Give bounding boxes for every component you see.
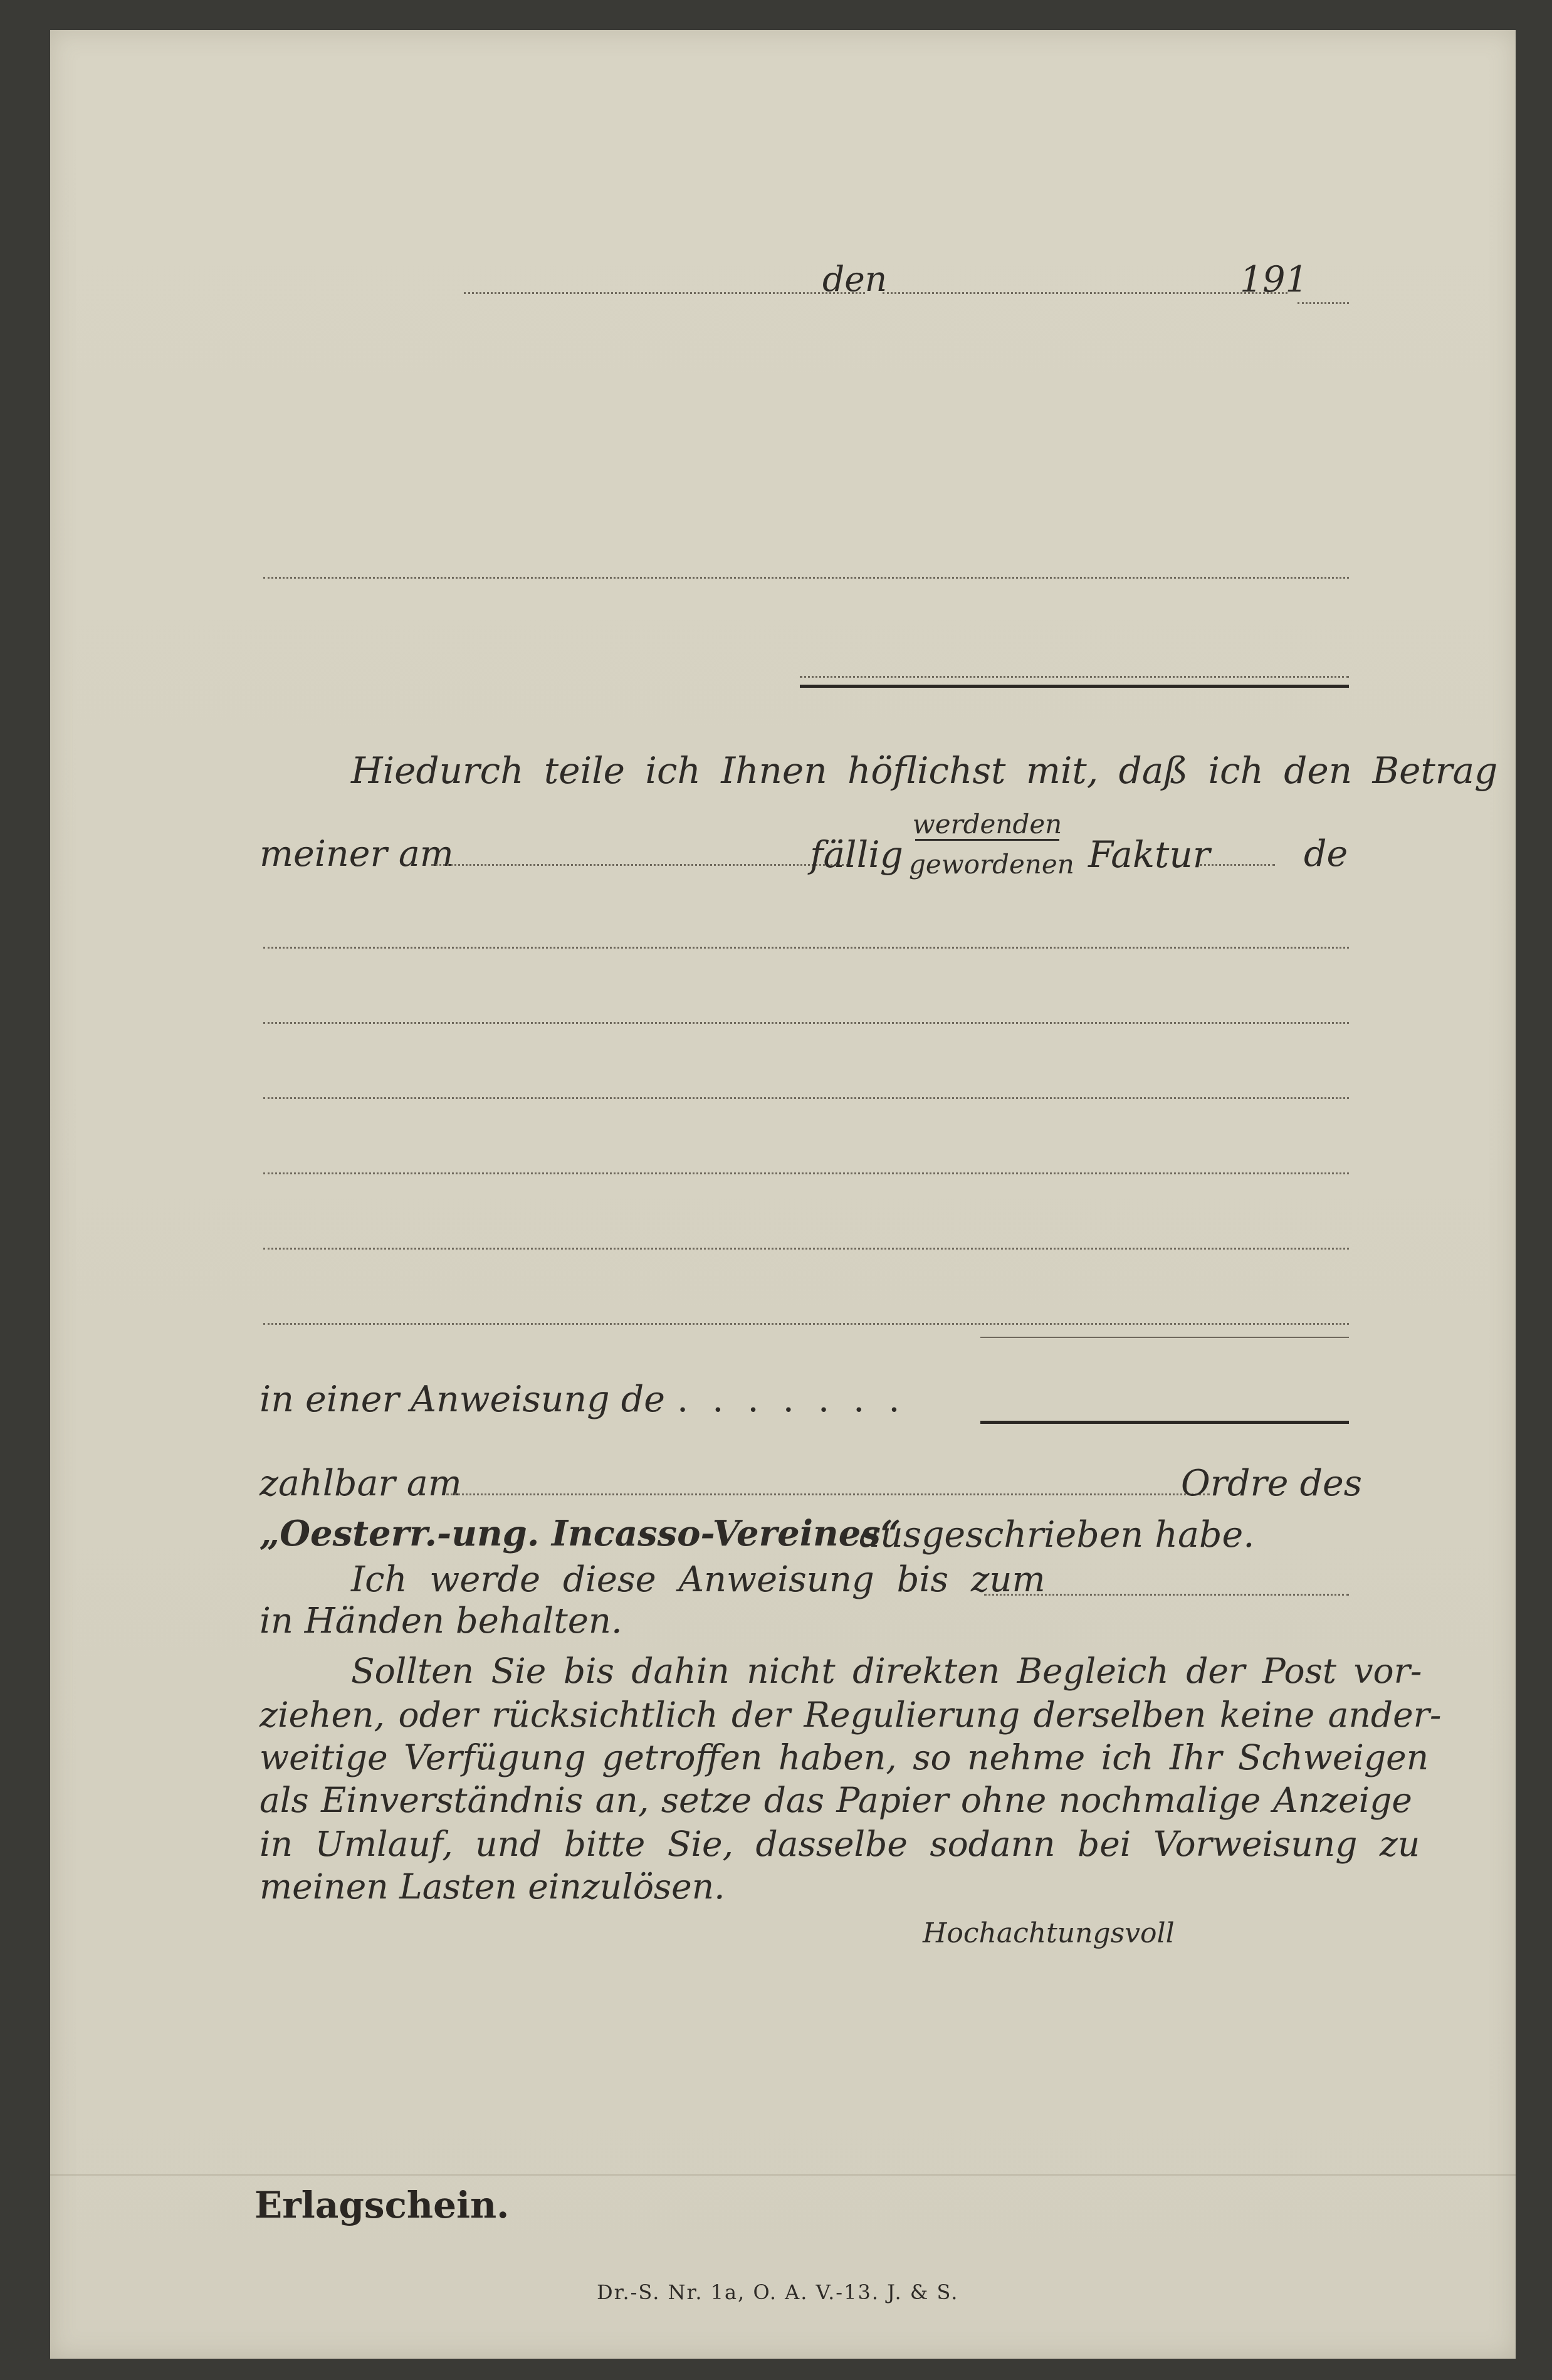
address-underline	[800, 685, 1349, 688]
blank-line-5[interactable]	[263, 1248, 1349, 1250]
zahlbar-date-field[interactable]	[446, 1493, 1210, 1495]
werdenden-label: werdenden	[912, 809, 1062, 840]
faktur-date-field[interactable]	[431, 864, 849, 866]
blank-line-6[interactable]	[263, 1323, 1349, 1325]
form-sheet	[50, 30, 1516, 2359]
paragraph-line-4: als Einverständnis an, setze das Papier ohne nochmalige Anzeige	[260, 1780, 1412, 1820]
fraction-bar	[915, 839, 1059, 841]
zahlbar-am-label: zahlbar am	[260, 1463, 462, 1504]
fold-crease	[50, 2174, 1516, 2176]
year-prefix-label: 191	[1240, 259, 1308, 300]
date-den-label: den	[822, 259, 888, 299]
paragraph-line-3: weitige Verfügung getroffen haben, so nehme ich Ihr Schweigen	[260, 1737, 1429, 1777]
address-line-1[interactable]	[263, 577, 1349, 579]
anweisung-label: in einer Anweisung de	[260, 1379, 665, 1420]
ich-werde-text: Ich werde diese Anweisung bis zum	[351, 1559, 1046, 1600]
faktur-label: Faktur	[1088, 833, 1210, 876]
intro-line: Hiedurch teile ich Ihnen höflichst mit, daß ich den Betrag	[351, 749, 1498, 792]
date-field[interactable]	[883, 292, 1287, 294]
verein-name: „Oesterr.-ung. Incasso-Vereines“	[260, 1513, 901, 1554]
faktur-number-field[interactable]	[1200, 864, 1275, 866]
blank-line-3[interactable]	[263, 1097, 1349, 1099]
paragraph-line-1: Sollten Sie bis dahin nicht direkten Begleich der Post vor-	[351, 1651, 1422, 1691]
erlagschein-title: Erlagschein.	[254, 2184, 510, 2226]
blank-line-4[interactable]	[263, 1172, 1349, 1174]
bis-zum-field[interactable]	[984, 1594, 1349, 1596]
place-field[interactable]	[464, 292, 865, 294]
haenden-text: in Händen behalten.	[260, 1601, 622, 1641]
blank-line-2[interactable]	[263, 1022, 1349, 1024]
blank-line-1[interactable]	[263, 947, 1349, 949]
paragraph-line-2: ziehen, oder rücksichtlich der Regulierung derselben keine ander-	[260, 1695, 1442, 1735]
faellig-label: fällig	[810, 833, 903, 876]
amount-upper-line	[980, 1337, 1349, 1338]
ordre-des-label: Ordre des	[1181, 1463, 1363, 1504]
de-label: de	[1304, 833, 1348, 875]
gewordenen-label: gewordenen	[909, 849, 1074, 880]
meiner-am-label: meiner am	[260, 833, 454, 875]
closing-text: Hochachtungsvoll	[923, 1917, 1175, 1949]
paragraph-line-5: in Umlauf, und bitte Sie, dasselbe sodann bei Vorweisung zu	[260, 1824, 1420, 1864]
year-suffix-field[interactable]	[1298, 302, 1349, 304]
amount-field[interactable]	[980, 1421, 1349, 1424]
anweisung-dots: . . . . . . .	[677, 1379, 906, 1420]
paragraph-line-6: meinen Lasten einzulösen.	[260, 1867, 725, 1907]
ausgeschrieben-text: ausgeschrieben habe.	[859, 1514, 1255, 1556]
printer-note: Dr.-S. Nr. 1a, O. A. V.-13. J. & S.	[597, 2280, 959, 2304]
address-line-2[interactable]	[800, 676, 1349, 678]
